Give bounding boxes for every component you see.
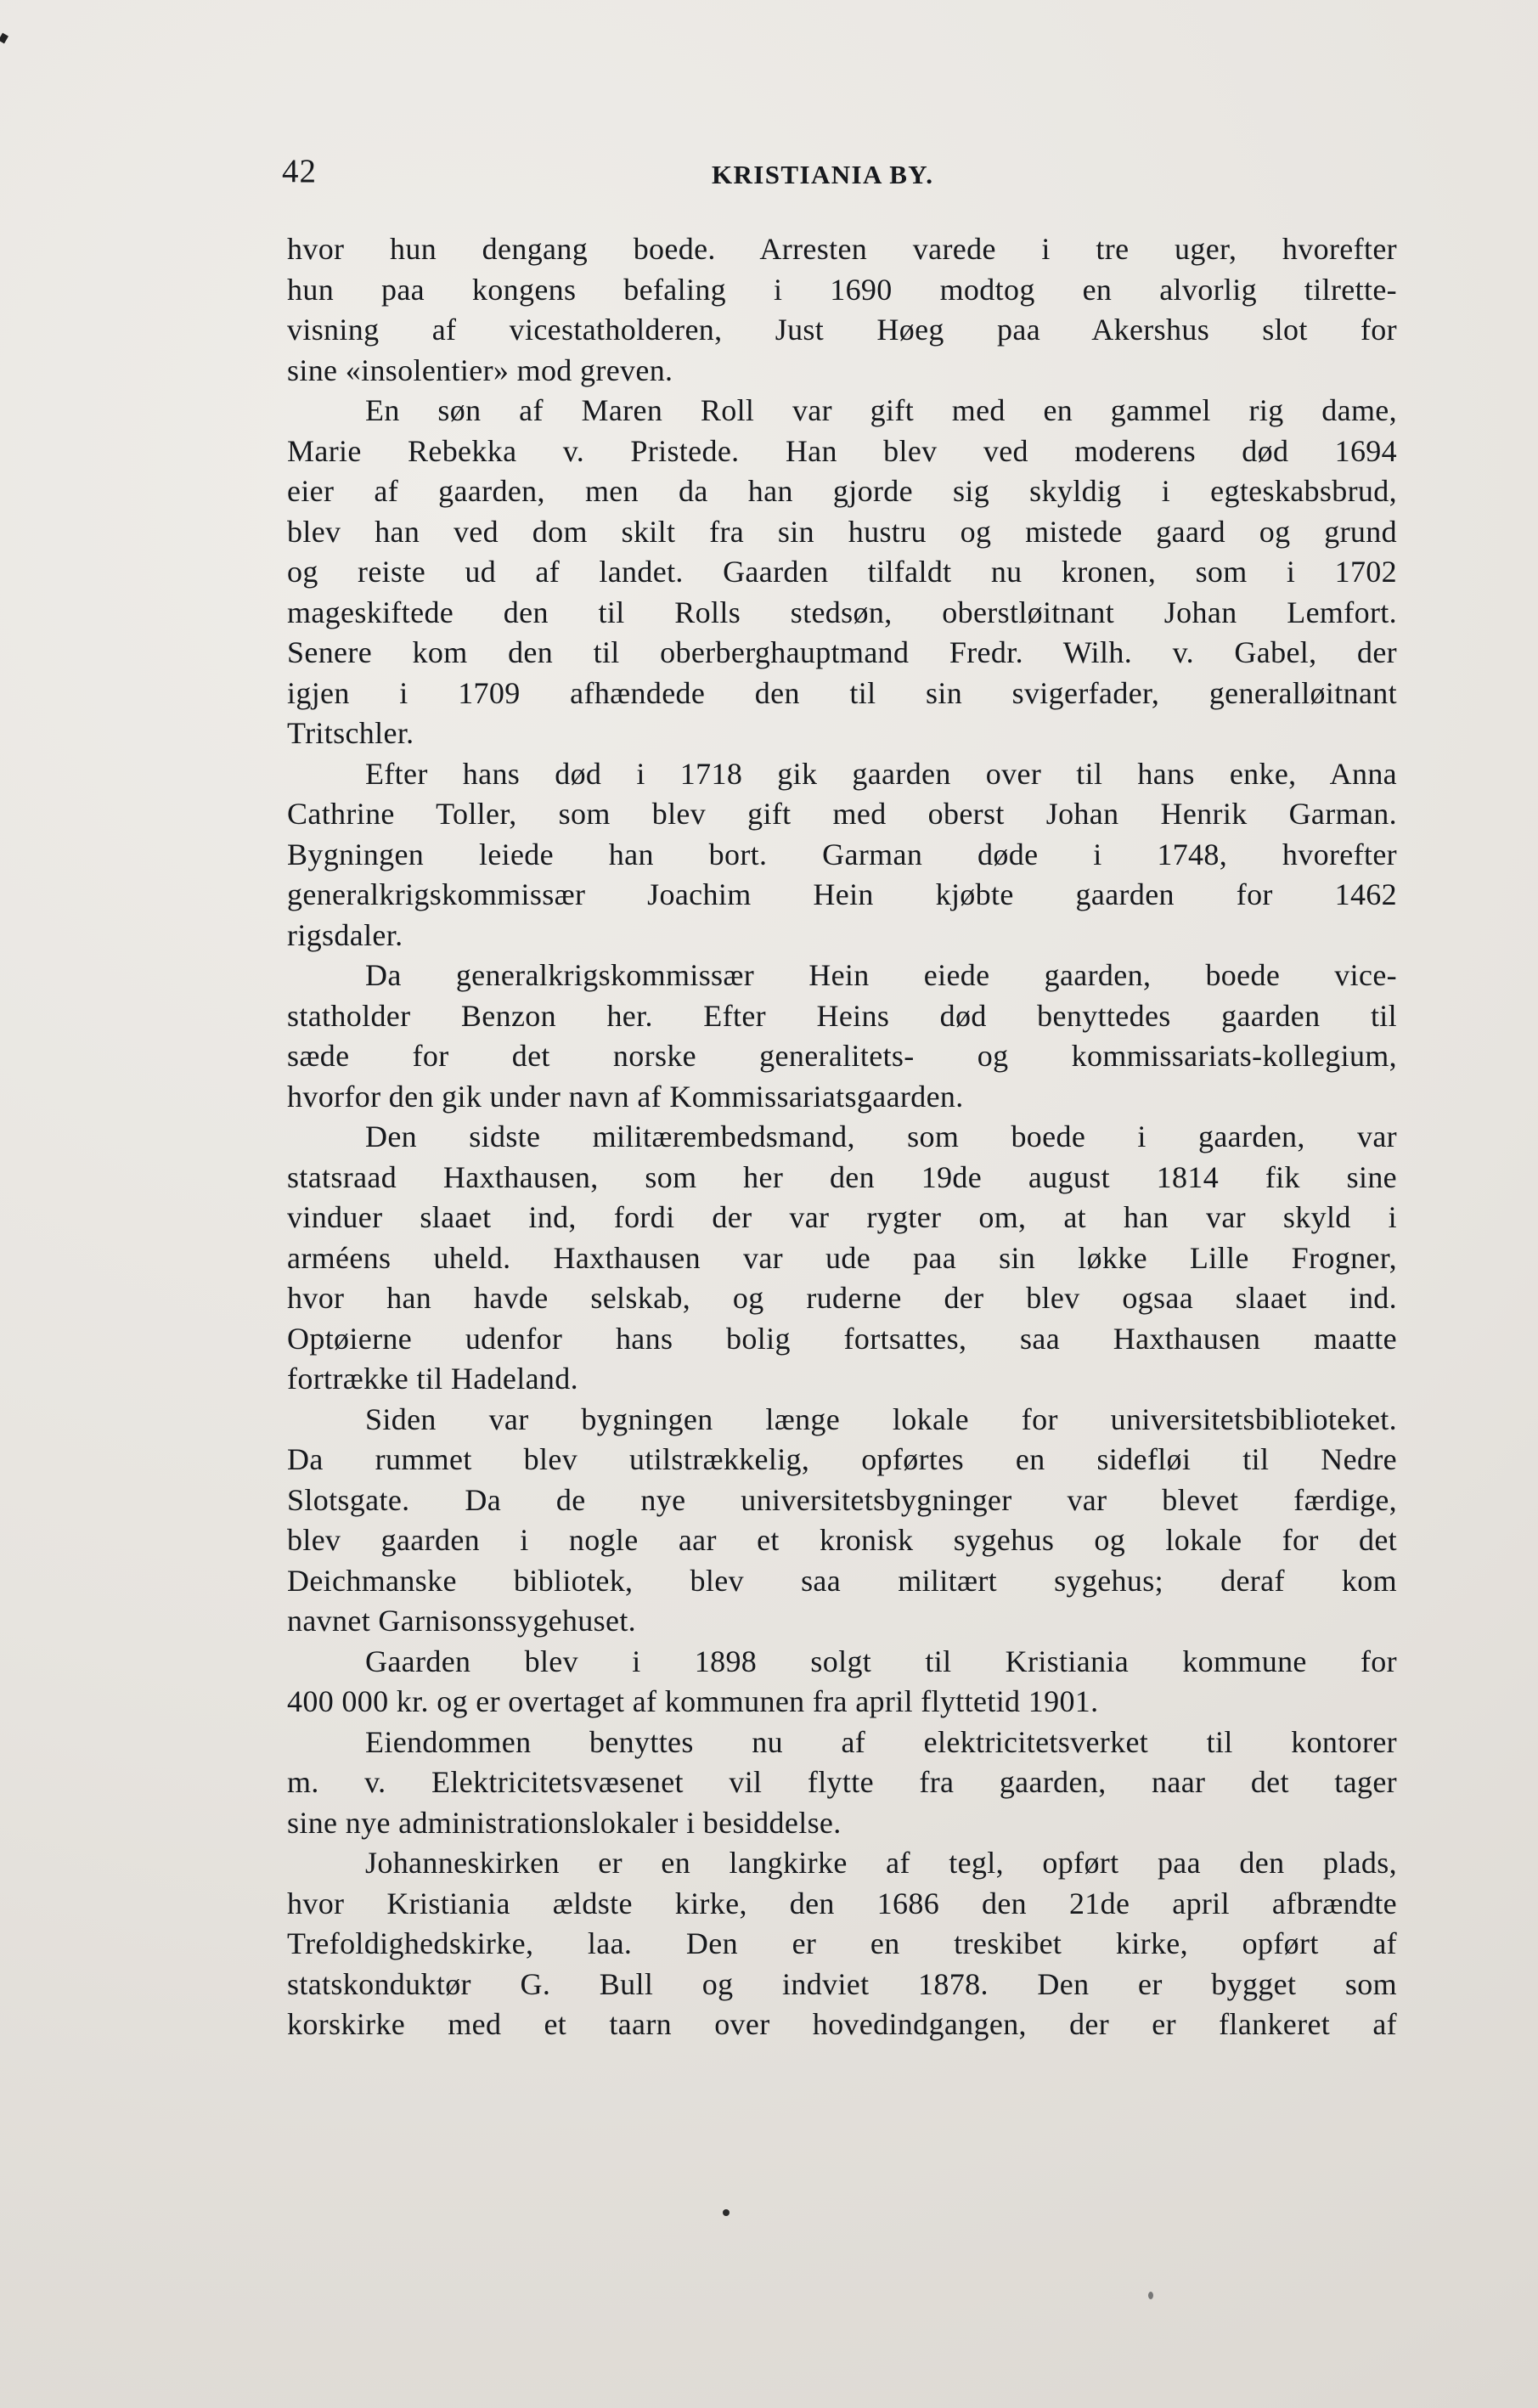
- text-line: igjen i 1709 afhændede den til sin svigerfader, generalløitnant: [287, 675, 1397, 710]
- scan-speck: [0, 33, 8, 44]
- text-line: visning af vicestatholderen, Just Høeg paa Akershus slot for: [287, 313, 1397, 347]
- text-line: Efter hans død i 1718 gik gaarden over til hans enke, Anna: [365, 756, 1397, 791]
- text-line: 400 000 kr. og er overtaget af kommunen fra april flyttetid 1901.: [287, 1684, 1099, 1718]
- text-line: hvor Kristiania ældste kirke, den 1686 den 21de april afbrændte: [287, 1886, 1397, 1920]
- text-line: hun paa kongens befaling i 1690 modtog en alvorlig tilrette-: [287, 272, 1397, 307]
- text-line: hvor hun dengang boede. Arresten varede i tre uger, hvorefter: [287, 232, 1397, 266]
- text-line: Senere kom den til oberberghauptmand Fredr. Wilh. v. Gabel, der: [287, 635, 1397, 669]
- text-line: og reiste ud af landet. Gaarden tilfaldt nu kronen, som i 1702: [287, 555, 1397, 589]
- text-line: Optøierne udenfor hans bolig fortsattes, saa Haxthausen maatte: [287, 1321, 1397, 1356]
- text-line: m. v. Elektricitetsvæsenet vil flytte fra gaarden, naar det tager: [287, 1765, 1397, 1799]
- paragraph: [287, 1843, 1397, 2045]
- paragraph: [287, 1723, 1397, 1844]
- text-line: Gaarden blev i 1898 solgt til Kristiania kommune for: [365, 1644, 1397, 1678]
- text-line: Siden var bygningen længe lokale for universitetsbiblioteket.: [365, 1401, 1397, 1436]
- text-line: blev han ved dom skilt fra sin hustru og mistede gaard og grund: [287, 514, 1397, 549]
- print-mark: [723, 2209, 730, 2216]
- text-line: Slotsgate. Da de nye universitetsbygninger var blevet færdige,: [287, 1482, 1397, 1517]
- text-line: statholder Benzon her. Efter Heins død benyttedes gaarden til: [287, 998, 1397, 1033]
- text-line: statskonduktør G. Bull og indviet 1878. Den er bygget som: [287, 1966, 1397, 2001]
- text-line: Johanneskirken er en langkirke af tegl, opført paa den plads,: [365, 1846, 1397, 1880]
- text-line: fortrække til Hadeland.: [287, 1362, 578, 1396]
- text-line: Cathrine Toller, som blev gift med oberst Johan Henrik Garman.: [287, 797, 1397, 831]
- text-line: eier af gaarden, men da han gjorde sig skyldig i egteskabsbrud,: [287, 474, 1397, 508]
- paragraph: [287, 391, 1397, 754]
- text-line: Da generalkrigskommissær Hein eiede gaarden, boede vice-: [365, 958, 1397, 992]
- text-line: sine nye administrationslokaler i besiddelse.: [287, 1805, 842, 1840]
- paragraph: [287, 229, 1397, 391]
- text-line: Tritschler.: [287, 716, 414, 750]
- text-line: hvor han havde selskab, og ruderne der blev ogsaa slaaet ind.: [287, 1281, 1397, 1315]
- text-line: Deichmanske bibliotek, blev saa militært sygehus; deraf kom: [287, 1563, 1397, 1598]
- text-line: En søn af Maren Roll var gift med en gammel rig dame,: [365, 393, 1397, 427]
- paragraph: [287, 1642, 1397, 1723]
- text-line: arméens uheld. Haxthausen var ude paa sin løkke Lille Frogner,: [287, 1240, 1397, 1275]
- text-line: sæde for det norske generalitets- og kommissariats-kollegium,: [287, 1039, 1397, 1073]
- text-line: vinduer slaaet ind, fordi der var rygter om, at han var skyld i: [287, 1200, 1397, 1234]
- body-text: [287, 229, 1397, 2045]
- text-line: Da rummet blev utilstrækkelig, opførtes en sidefløi til Nedre: [287, 1442, 1397, 1476]
- text-line: navnet Garnisonssygehuset.: [287, 1604, 637, 1638]
- text-line: korskirke med et taarn over hovedindgangen, der er flankeret af: [287, 2007, 1397, 2041]
- text-line: rigsdaler.: [287, 917, 403, 952]
- text-line: hvorfor den gik under navn af Kommissariatsgaarden.: [287, 1079, 964, 1114]
- text-line: Trefoldighedskirke, laa. Den er en treskibet kirke, opført af: [287, 1926, 1397, 1960]
- text-line: blev gaarden i nogle aar et kronisk sygehus og lokale for det: [287, 1523, 1397, 1557]
- paragraph: [287, 1400, 1397, 1642]
- scan-speck: [1148, 2292, 1153, 2299]
- text-line: Marie Rebekka v. Pristede. Han blev ved moderens død 1694: [287, 433, 1397, 468]
- text-line: mageskiftede den til Rolls stedsøn, oberstløitnant Johan Lemfort.: [287, 595, 1397, 629]
- text-line: generalkrigskommissær Joachim Hein kjøbte gaarden for 1462: [287, 877, 1397, 911]
- text-line: Eiendommen benyttes nu af elektricitetsverket til kontorer: [365, 1724, 1397, 1759]
- running-head: KRISTIANIA BY.: [712, 160, 934, 189]
- text-line: sine «insolentier» mod greven.: [287, 352, 673, 387]
- page-number: 42: [282, 153, 317, 189]
- text-line: statsraad Haxthausen, som her den 19de august 1814 fik sine: [287, 1159, 1397, 1194]
- paragraph: [287, 754, 1397, 956]
- text-line: Den sidste militærembedsmand, som boede i gaarden, var: [365, 1119, 1397, 1153]
- text-line: Bygningen leiede han bort. Garman døde i 1748, hvorefter: [287, 837, 1397, 871]
- paragraph: [287, 956, 1397, 1117]
- paragraph: [287, 1117, 1397, 1400]
